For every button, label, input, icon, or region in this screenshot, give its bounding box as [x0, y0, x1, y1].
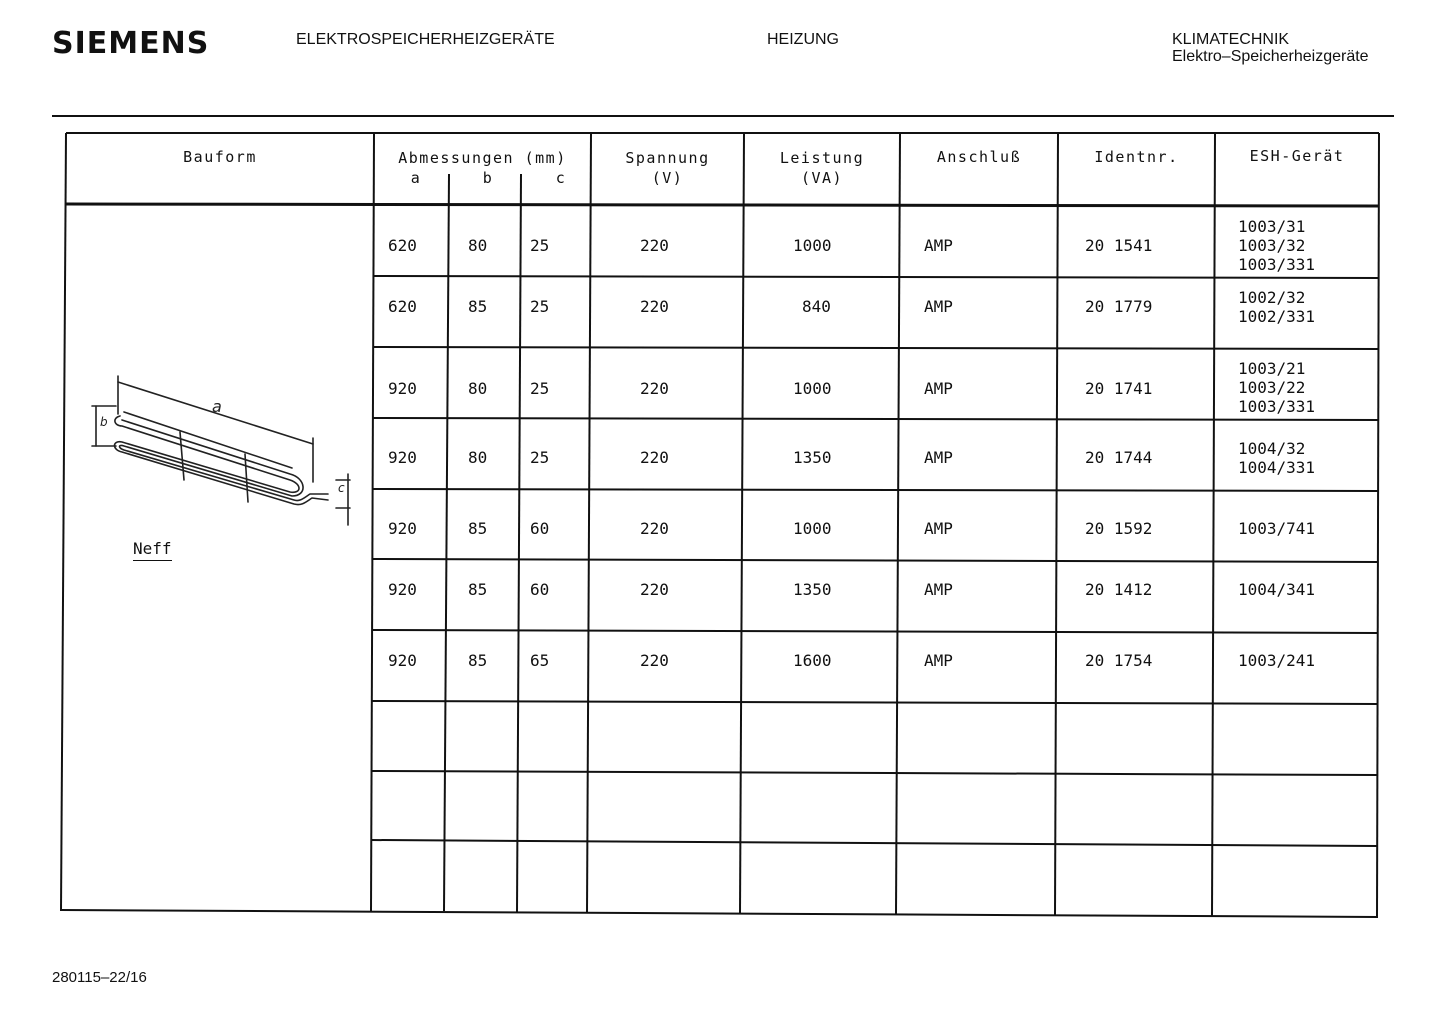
row-7-a: 920	[388, 651, 417, 670]
row-2-esh	[1238, 288, 1315, 326]
row-1-leistung: 1000	[793, 236, 832, 255]
brand-label: Neff	[133, 539, 172, 561]
row-7-leistung: 1600	[793, 651, 832, 670]
row-1-esh-3: 1003/331	[1238, 255, 1316, 274]
row-6-leistung: 1350	[793, 580, 832, 599]
header-esh: ESH-Gerät	[1249, 147, 1345, 165]
row-1-c: 25	[530, 236, 550, 255]
row-6-anschluss: AMP	[924, 580, 953, 599]
dimension-a-label: a	[212, 397, 222, 416]
department-line-2: Elektro–Speicherheizgeräte	[1172, 48, 1369, 65]
row-2-identnr: 20 1779	[1085, 297, 1153, 316]
row-6-a: 920	[388, 580, 417, 599]
row-4-esh	[1238, 439, 1315, 477]
row-3-identnr: 20 1741	[1085, 379, 1153, 398]
row-1-b: 80	[468, 236, 488, 255]
row-2-b: 85	[468, 297, 488, 316]
header-leistung	[744, 148, 900, 188]
row-3-c: 25	[530, 379, 550, 398]
row-6-c: 60	[530, 580, 550, 599]
row-4-esh-2: 1004/331	[1238, 458, 1316, 477]
row-1-anschluss: AMP	[924, 236, 953, 255]
siemens-logo: SIEMENS	[52, 26, 210, 61]
row-2-a: 620	[388, 297, 417, 316]
dimension-b-label: b	[100, 415, 108, 429]
header-abmessungen: Abmessungen (mm)	[398, 149, 567, 167]
row-2-c: 25	[530, 297, 550, 316]
row-4-spannung: 220	[640, 448, 669, 467]
row-4-anschluss: AMP	[924, 448, 953, 467]
row-5-anschluss: AMP	[924, 519, 953, 538]
row-7-identnr: 20 1754	[1085, 651, 1153, 670]
row-5-leistung: 1000	[793, 519, 832, 538]
row-7-anschluss: AMP	[924, 651, 953, 670]
row-5-identnr: 20 1592	[1085, 519, 1153, 538]
row-2-anschluss: AMP	[924, 297, 953, 316]
row-4-identnr: 20 1744	[1085, 448, 1153, 467]
header-spannung-label: Spannung	[625, 149, 710, 167]
row-4-esh-1: 1004/32	[1238, 439, 1306, 458]
row-7-spannung: 220	[640, 651, 669, 670]
row-2-leistung: 840	[802, 297, 831, 316]
category-title: ELEKTROSPEICHERHEIZGERÄTE	[296, 31, 555, 48]
row-7-esh	[1238, 651, 1315, 670]
header-anschluss: Anschluß	[936, 148, 1022, 166]
row-2-spannung: 220	[640, 297, 669, 316]
row-7-b: 85	[468, 651, 488, 670]
row-3-esh-3: 1003/331	[1238, 397, 1316, 416]
row-7-esh-1: 1003/241	[1238, 651, 1316, 670]
header-spannung	[591, 148, 744, 188]
header-b: b	[482, 169, 494, 187]
header-identnr: Identnr.	[1094, 148, 1179, 166]
row-3-anschluss: AMP	[924, 379, 953, 398]
row-5-spannung: 220	[640, 519, 669, 538]
department-line-1: KLIMATECHNIK	[1172, 31, 1290, 48]
section-title: HEIZUNG	[767, 31, 839, 48]
row-6-identnr: 20 1412	[1085, 580, 1153, 599]
header-leistung-label: Leistung	[779, 149, 865, 167]
row-6-b: 85	[468, 580, 488, 599]
row-1-esh	[1238, 217, 1315, 274]
row-3-leistung: 1000	[793, 379, 832, 398]
row-1-esh-2: 1003/32	[1238, 236, 1306, 255]
row-1-identnr: 20 1541	[1085, 236, 1153, 255]
row-6-esh-1: 1004/341	[1238, 580, 1316, 599]
row-3-esh-1: 1003/21	[1238, 359, 1306, 378]
row-3-spannung: 220	[640, 379, 669, 398]
document-number: 280115–22/16	[52, 969, 147, 986]
heating-element-drawing	[80, 370, 370, 535]
row-5-b: 85	[468, 519, 488, 538]
header-leistung-unit: (VA)	[800, 169, 844, 187]
row-6-spannung: 220	[640, 580, 669, 599]
row-5-esh-1: 1003/741	[1238, 519, 1316, 538]
row-4-c: 25	[530, 448, 550, 467]
row-4-leistung: 1350	[793, 448, 832, 467]
row-5-c: 60	[530, 519, 550, 538]
row-2-esh-1: 1002/32	[1238, 288, 1306, 307]
row-1-spannung: 220	[640, 236, 669, 255]
row-3-a: 920	[388, 379, 417, 398]
row-5-a: 920	[388, 519, 417, 538]
row-5-esh	[1238, 519, 1315, 538]
header-c: c	[555, 169, 567, 187]
row-3-esh-2: 1003/22	[1238, 378, 1306, 397]
row-3-esh	[1238, 359, 1315, 416]
row-1-esh-1: 1003/31	[1238, 217, 1306, 236]
row-6-esh	[1238, 580, 1315, 599]
row-1-a: 620	[388, 236, 417, 255]
row-4-a: 920	[388, 448, 417, 467]
header-spannung-unit: (V)	[651, 169, 684, 187]
row-7-c: 65	[530, 651, 550, 670]
row-3-b: 80	[468, 379, 488, 398]
dimension-c-label: c	[338, 481, 345, 495]
row-4-b: 80	[468, 448, 488, 467]
header-a: a	[410, 169, 422, 187]
header-bauform: Bauform	[183, 148, 257, 166]
row-2-esh-2: 1002/331	[1238, 307, 1316, 326]
